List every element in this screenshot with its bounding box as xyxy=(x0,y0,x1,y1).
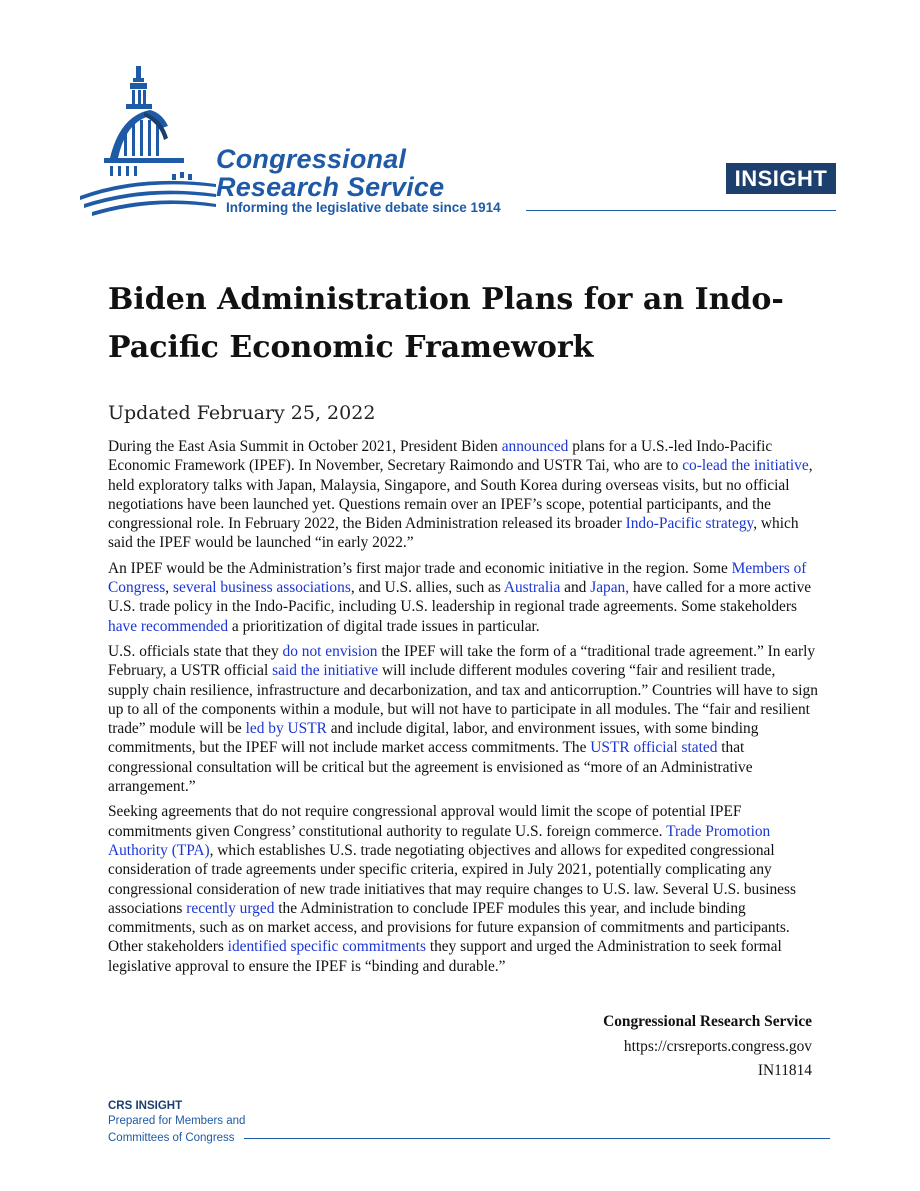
inline-link[interactable]: USTR official stated xyxy=(590,739,718,757)
paragraph-text: , which establishes U.S. trade negotiating objectives and allows for expedited congressional consideration of trade agreements under specific criteria, expired in July 2021, potentially complicating any congressional consideration of new trade initiatives that may require changes to U.S. law. Several U.S. business associations xyxy=(108,841,796,917)
inline-link[interactable]: several business associations xyxy=(173,579,351,597)
inline-link[interactable]: said the initiative xyxy=(272,662,379,680)
prepared-for-line1: Prepared for Members and xyxy=(108,1115,246,1127)
paragraph-text: have called for a more active U.S. trade policy in the Indo-Pacific, including U.S. leadership in regional trade agreements. Some stakeholders xyxy=(108,579,812,616)
inline-link[interactable]: led by USTR xyxy=(245,720,327,738)
inline-link[interactable]: Indo-Pacific strategy xyxy=(625,515,754,533)
crs-name-line2: Research Service xyxy=(216,172,445,202)
paragraph-text: During the East Asia Summit in October 2021, President Biden xyxy=(108,438,502,455)
inline-link[interactable]: have recommended xyxy=(108,617,229,635)
body-paragraph xyxy=(108,559,820,636)
body-paragraph xyxy=(108,802,820,976)
page-title: Biden Administration Plans for an Indo-Pacific Economic Framework xyxy=(108,282,784,365)
inline-link[interactable]: co-lead the initiative xyxy=(682,457,809,475)
paragraph-text: Seeking agreements that do not require congressional approval would limit the scope of potential IPEF commitments given Congress’ constitutional authority to regulate U.S. foreign commerce. xyxy=(108,803,742,840)
paragraph-text: , which said the IPEF would be launched “in early 2022.” xyxy=(108,515,799,552)
paragraph-text: , held exploratory talks with Japan, Malaysia, Singapore, and South Korea during overseas visits, but no official negotiations have been launched yet. Questions remain over an IPEF’s scope, potential participants, and the congressional role. In February 2022, the Biden Administration released its broader xyxy=(108,457,813,533)
body-paragraph xyxy=(108,437,820,553)
paragraph-text: and include digital, labor, and environment issues, with some binding commitments, but the IPEF will not include market access commitments. The xyxy=(108,720,759,757)
inline-link[interactable]: Australia xyxy=(503,579,561,597)
paragraph-text: will include different modules covering “fair and resilient trade, supply chain resilience, infrastructure and decarbonization, and tax and anticorruption.” Countries will have to sign up to all of the components within a module, but will not have to participate in all modules. The “fair and resilient trade” module will be xyxy=(108,662,818,738)
inline-link[interactable]: Trade Promotion Authority (TPA) xyxy=(108,822,771,859)
inline-link[interactable]: Members of Congress xyxy=(108,559,807,597)
paragraph-text: that congressional consultation will be critical but the agreement is envisioned as “more of an Administrative arrangement.” xyxy=(108,739,753,796)
inline-link[interactable]: recently urged xyxy=(186,899,275,917)
paragraph-text: the Administration to conclude IPEF modules this year, and include binding commitments, such as on market access, and provisions for future expansion of commitments and participants. Other stakeholders xyxy=(108,899,790,956)
inline-link[interactable]: identified specific commitments xyxy=(227,938,426,956)
crs-tagline: Informing the legislative debate since 1914 xyxy=(226,200,501,215)
insight-badge: INSIGHT xyxy=(726,163,836,194)
crs-insight-label: CRS INSIGHT xyxy=(108,1100,183,1112)
crs-wordmark xyxy=(216,145,506,201)
body-paragraph xyxy=(108,642,820,796)
inline-link[interactable]: Japan, xyxy=(590,579,630,597)
document-body xyxy=(108,437,820,982)
paragraph-text: and xyxy=(560,579,591,597)
publication-date: Updated February 25, 2022 xyxy=(108,402,376,424)
tagline-divider xyxy=(526,210,836,211)
prepared-for-line2: Committees of Congress xyxy=(108,1132,235,1144)
inline-link[interactable]: announced xyxy=(501,438,569,455)
footer-organization: Congressional Research Service xyxy=(603,1013,812,1030)
paragraph-text: the IPEF will take the form of a “traditional trade agreement.” In early February, a USTR official xyxy=(108,642,816,680)
paragraph-text: , xyxy=(165,579,173,597)
footer-url: https://crsreports.congress.gov xyxy=(623,1038,812,1055)
crs-insight-footer xyxy=(108,1099,245,1147)
paragraph-text: U.S. officials state that they xyxy=(108,642,283,660)
paragraph-text: , and U.S. allies, such as xyxy=(350,579,504,597)
paragraph-text: plans for a U.S.-led Indo-Pacific Economic Framework (IPEF). In November, Secretary Raimondo and USTR Tai, who are to xyxy=(108,438,773,475)
paragraph-text: a prioritization of digital trade issues in particular. xyxy=(228,617,540,635)
report-id: IN11814 xyxy=(757,1062,812,1079)
inline-link[interactable]: do not envision xyxy=(282,642,378,660)
crs-name-line1: Congressional xyxy=(216,144,407,174)
paragraph-text: An IPEF would be the Administration’s first major trade and economic initiative in the region. Some xyxy=(108,559,732,577)
paragraph-text: they support and urged the Administration to seek formal legislative approval to ensure the IPEF is “binding and durable.” xyxy=(108,938,782,975)
capitol-dome-icon xyxy=(80,66,220,216)
footer-divider xyxy=(244,1138,830,1139)
